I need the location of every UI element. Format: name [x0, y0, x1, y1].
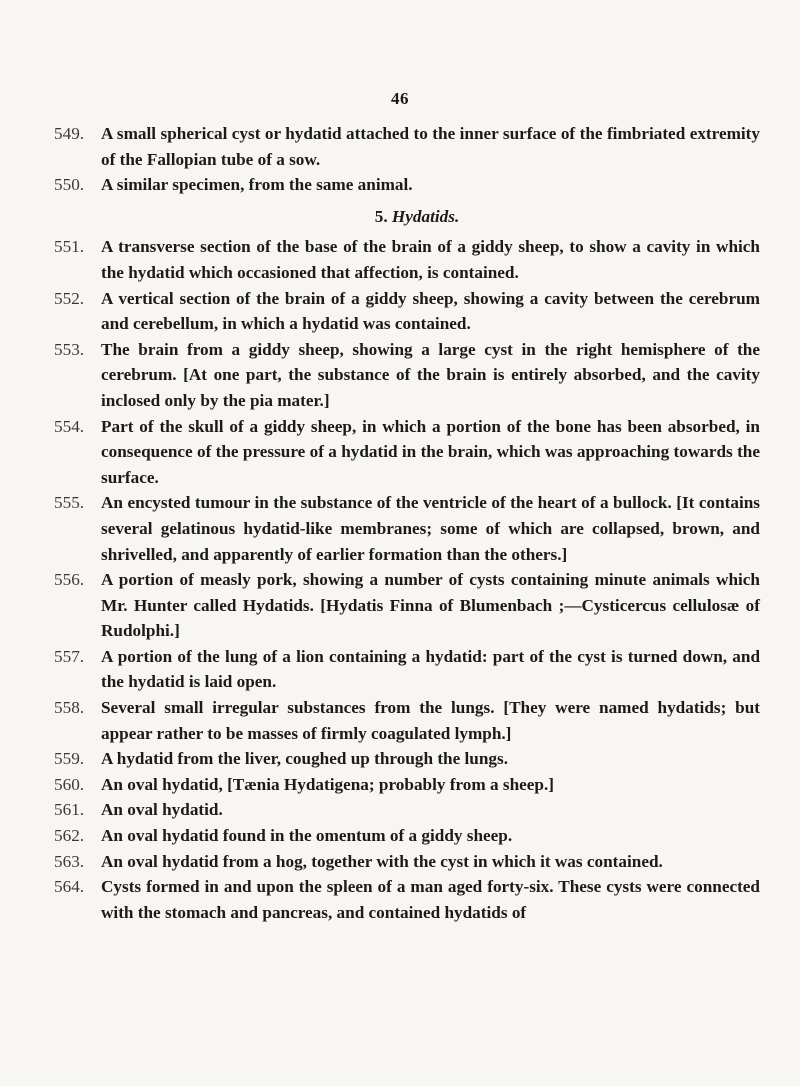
page-number: 46 [391, 89, 409, 108]
entry-text: A portion of the lung of a lion containing a hydatid: part of the cyst is turned down, and the hydatid is laid open. [101, 646, 760, 692]
entry-552 [54, 286, 760, 337]
entry-number: 555. [54, 493, 85, 513]
entry-number: 563. [54, 851, 85, 871]
entry-text: A vertical section of the brain of a giddy sheep, showing a cavity between the cerebrum and cerebellum, in which a hydatid was contained. [101, 288, 760, 334]
entry-text: An oval hydatid, [Tænia Hydatigena; probably from a sheep.] [101, 774, 554, 794]
entry-561 [54, 797, 760, 823]
entry-550 [54, 172, 760, 198]
entry-555 [54, 490, 760, 567]
entry-number: 549. [54, 124, 85, 143]
entry-text: An oval hydatid. [101, 800, 223, 820]
entry-number: 561. [54, 800, 85, 820]
entry-number: 558. [54, 698, 85, 718]
entry-text: Cysts formed in and upon the spleen of a man aged forty-six. These cysts were connected with the stomach and pancreas, and contained hydatids of [101, 877, 760, 922]
entry-text: An oval hydatid from a hog, together with the cyst in which it was contained. [101, 851, 663, 871]
catalogue-entries [54, 121, 760, 925]
entry-554 [54, 414, 760, 491]
entry-549 [54, 121, 760, 172]
entry-number: 550. [54, 175, 85, 195]
entry-text: A similar specimen, from the same animal. [101, 175, 413, 195]
entry-text: Several small irregular substances from the lungs. [They were named hydatids; but appear rather to be masses of firmly coagulated lymph.] [101, 698, 760, 743]
entry-text: The brain from a giddy sheep, showing a large cyst in the right hemisphere of the cerebrum. [At one part, the substance of the brain is entirely absorbed, and the cavity inclosed only by the pia mater.] [101, 339, 760, 410]
entry-560 [54, 772, 760, 798]
entry-556 [54, 567, 760, 644]
entry-text: An oval hydatid found in the omentum of a giddy sheep. [101, 826, 513, 846]
entry-text: Part of the skull of a giddy sheep, in which a portion of the bone has been absorbed, in consequence of the pressure of a hydatid in the brain, which was approaching towards the surface. [101, 416, 760, 487]
entry-text: A hydatid from the liver, coughed up through the lungs. [101, 749, 509, 769]
entry-551 [54, 234, 760, 285]
entry-number: 551. [54, 237, 85, 257]
entry-number: 560. [54, 774, 85, 794]
section-title: Hydatids. [391, 206, 460, 226]
section-heading [54, 204, 760, 230]
entry-563 [54, 849, 760, 875]
entry-text: An encysted tumour in the substance of the ventricle of the heart of a bullock. [It contains several gelatinous hydatid-like membranes; some of which are collapsed, brown, and shrivelled, and apparently of earlier formation than the others.] [101, 493, 760, 564]
entry-number: 552. [54, 288, 85, 308]
section-number: 5. [374, 206, 388, 226]
entry-number: 559. [54, 749, 85, 769]
entry-number: 562. [54, 826, 85, 846]
entry-number: 554. [54, 416, 85, 436]
entry-number: 557. [54, 646, 85, 666]
entry-text: A small spherical cyst or hydatid attached to the inner surface of the fimbriated extremity of the Fallopian tube of a sow. [101, 124, 760, 169]
entry-564 [54, 874, 760, 925]
entry-text: A transverse section of the base of the brain of a giddy sheep, to show a cavity in which the hydatid which occasioned that affection, is contained. [101, 237, 760, 282]
entry-562 [54, 823, 760, 849]
entry-558 [54, 695, 760, 746]
entry-number: 556. [54, 570, 85, 590]
entry-number: 564. [54, 877, 85, 897]
entry-text: A portion of measly pork, showing a number of cysts containing minute animals which Mr. Hunter called Hydatids. [Hydatis Finna of Blumenbach ;—Cysticercus cellulosæ of Rudolphi.] [101, 570, 760, 641]
entry-553 [54, 337, 760, 414]
entry-559 [54, 746, 760, 772]
entry-557 [54, 644, 760, 695]
entry-number: 553. [54, 339, 85, 359]
